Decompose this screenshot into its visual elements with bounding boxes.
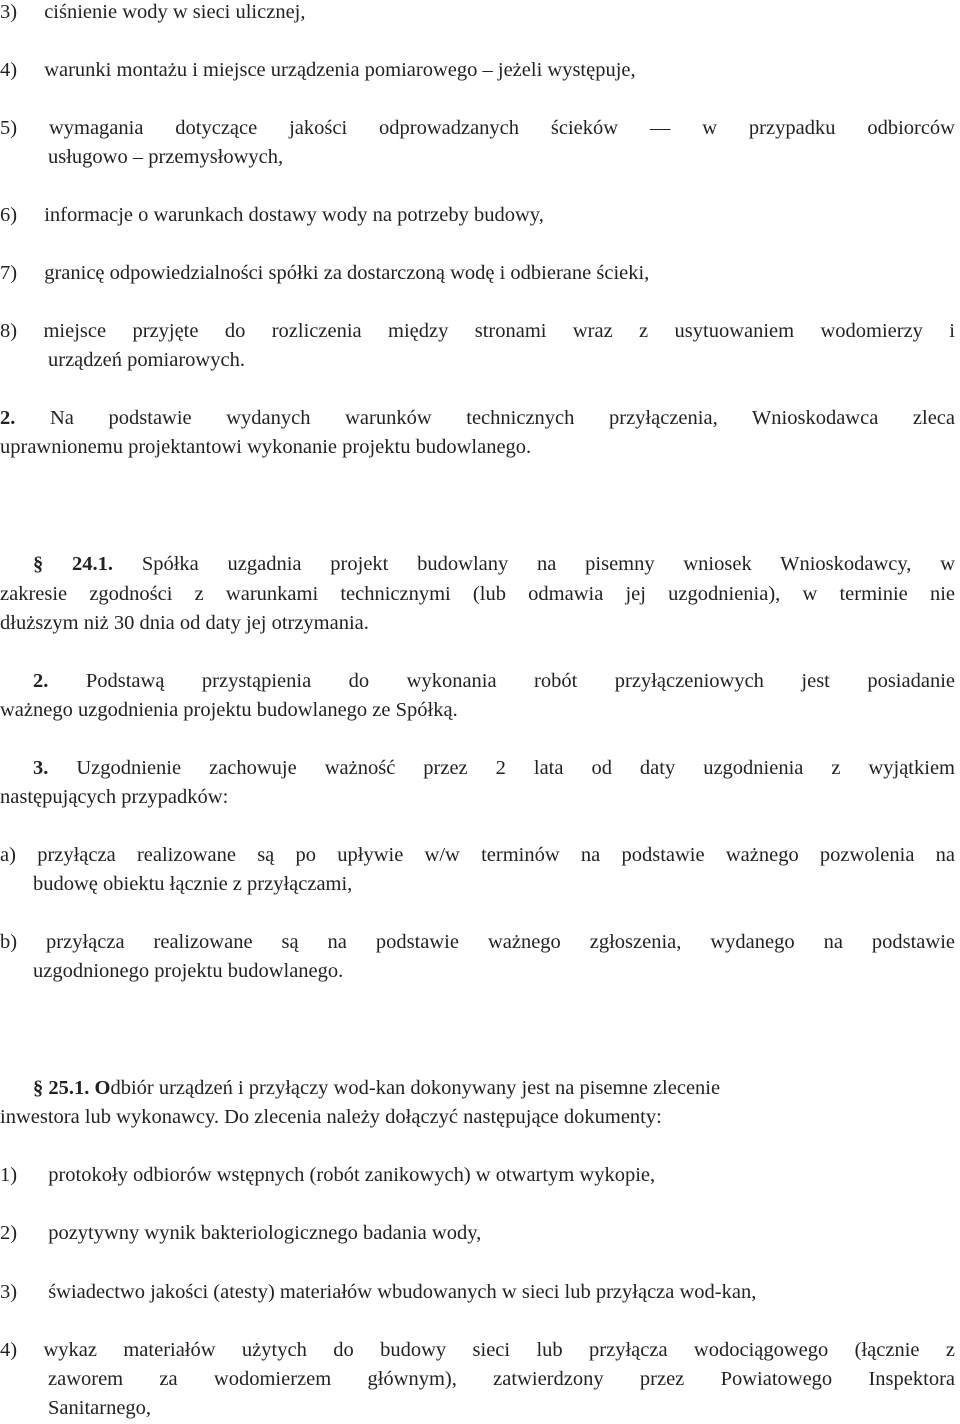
list-number: 3): [0, 1281, 18, 1303]
list-text: informacje o warunkach dostawy wody na potrzeby budowy,: [44, 204, 544, 226]
list-text: przyłącza realizowane są po upływie w/w terminów na podstawie ważnego pozwolenia na: [37, 844, 956, 866]
section-24-line3: dłuższym niż 30 dnia od daty jej otrzymania.: [0, 612, 369, 634]
paragraph-2: [0, 408, 955, 429]
list-number: 8): [0, 320, 18, 342]
list-text: granicę odpowiedzialności spółki za dostarczoną wodę i odbierane ścieki,: [44, 262, 650, 284]
list-number: 3): [0, 1, 18, 23]
paragraph-text: Podstawą przystąpienia do wykonania robót przyłączeniowych jest posiadanie: [85, 670, 955, 692]
list-letter: a): [0, 844, 16, 866]
list-item-5: [0, 118, 955, 139]
list-letter: b): [0, 931, 18, 953]
list-text: protokoły odbiorów wstępnych (robót zanikowych) w otwartym wykopie,: [48, 1164, 656, 1186]
list2-item-2: [0, 1223, 481, 1244]
list-number: 1): [0, 1164, 18, 1186]
list-item-5-cont: usługowo – przemysłowych,: [48, 146, 284, 168]
list-item-a-cont: budowę obiektu łącznie z przyłączami,: [33, 873, 353, 895]
list2-item-3: [0, 1282, 756, 1303]
list-number: 4): [0, 1339, 18, 1361]
list-item-6: [0, 205, 544, 226]
section-24-line2: zakresie zgodności z warunkami technicznymi (lub odmawia jej uzgodnienia), w terminie nie: [0, 583, 955, 605]
section-24-heading: [33, 554, 955, 575]
list2-item-4: [0, 1340, 955, 1361]
list-number: 4): [0, 59, 18, 81]
list-text: świadectwo jakości (atesty) materiałów wbudowanych w sieci lub przyłącza wod-kan,: [48, 1281, 757, 1303]
paragraph-number: 2.: [0, 407, 16, 429]
paragraph-text: Na podstawie wydanych warunków technicznych przyłączenia, Wnioskodawca zleca: [50, 407, 956, 429]
list-number: 6): [0, 204, 18, 226]
list2-item-1: [0, 1165, 655, 1186]
section-25-line2: inwestora lub wykonawcy. Do zlecenia należy dołączyć następujące dokumenty:: [0, 1106, 662, 1128]
list-text: warunki montażu i miejsce urządzenia pomiarowego – jeżeli występuje,: [44, 59, 636, 81]
paragraph-number: 3.: [33, 757, 49, 779]
list-text: przyłącza realizowane są na podstawie ważnego zgłoszenia, wydanego na podstawie: [46, 931, 956, 953]
list-number: 2): [0, 1222, 18, 1244]
section-24-p3-cont: następujących przypadków:: [0, 786, 229, 808]
list-text: wykaz materiałów użytych do budowy sieci lub przyłącza wodociągowego (łącznie z: [43, 1339, 955, 1361]
section-text: Spółka uzgadnia projekt budowlany na pisemny wniosek Wnioskodawcy, w: [141, 553, 956, 575]
list2-item-4-cont: zaworem za wodomierzem głównym), zatwierdzony przez Powiatowego Inspektora: [48, 1368, 955, 1390]
list-number: 7): [0, 262, 18, 284]
section-number: § 24.1.: [33, 553, 114, 575]
section-24-p3: [33, 758, 955, 779]
list-item-8-cont: urządzeń pomiarowych.: [48, 349, 245, 371]
paragraph-text: Uzgodnienie zachowuje ważność przez 2 lata od daty uzgodnienia z wyjątkiem: [76, 757, 955, 779]
section-24-p2-cont: ważnego uzgodnienia projektu budowlanego ze Spółką.: [0, 699, 458, 721]
list-item-b: [0, 932, 955, 953]
list-item-7: [0, 263, 649, 284]
section-24-p2: [33, 671, 955, 692]
list-item-4: [0, 60, 636, 81]
list-item-b-cont: uzgodnionego projektu budowlanego.: [33, 960, 344, 982]
list2-item-4-cont2: Sanitarnego,: [48, 1397, 152, 1419]
list-number: 5): [0, 117, 18, 139]
list-text: wymagania dotyczące jakości odprowadzanych ścieków — w przypadku odbiorców: [48, 117, 955, 139]
paragraph-number: 2.: [33, 670, 49, 692]
list-item-3: [0, 2, 306, 23]
list-text: ciśnienie wody w sieci ulicznej,: [44, 1, 306, 23]
list-item-8: [0, 321, 955, 342]
list-text: miejsce przyjęte do rozliczenia między stronami wraz z usytuowaniem wodomierzy i: [43, 320, 956, 342]
paragraph-2-cont: uprawnionemu projektantowi wykonanie projektu budowlanego.: [0, 436, 532, 458]
list-text: pozytywny wynik bakteriologicznego badania wody,: [48, 1222, 482, 1244]
section-25-heading: [33, 1078, 720, 1099]
section-text: dbiór urządzeń i przyłączy wod-kan dokonywany jest na pisemne zlecenie: [110, 1077, 721, 1099]
list-item-a: [0, 845, 955, 866]
section-number: § 25.1. O: [33, 1077, 111, 1099]
